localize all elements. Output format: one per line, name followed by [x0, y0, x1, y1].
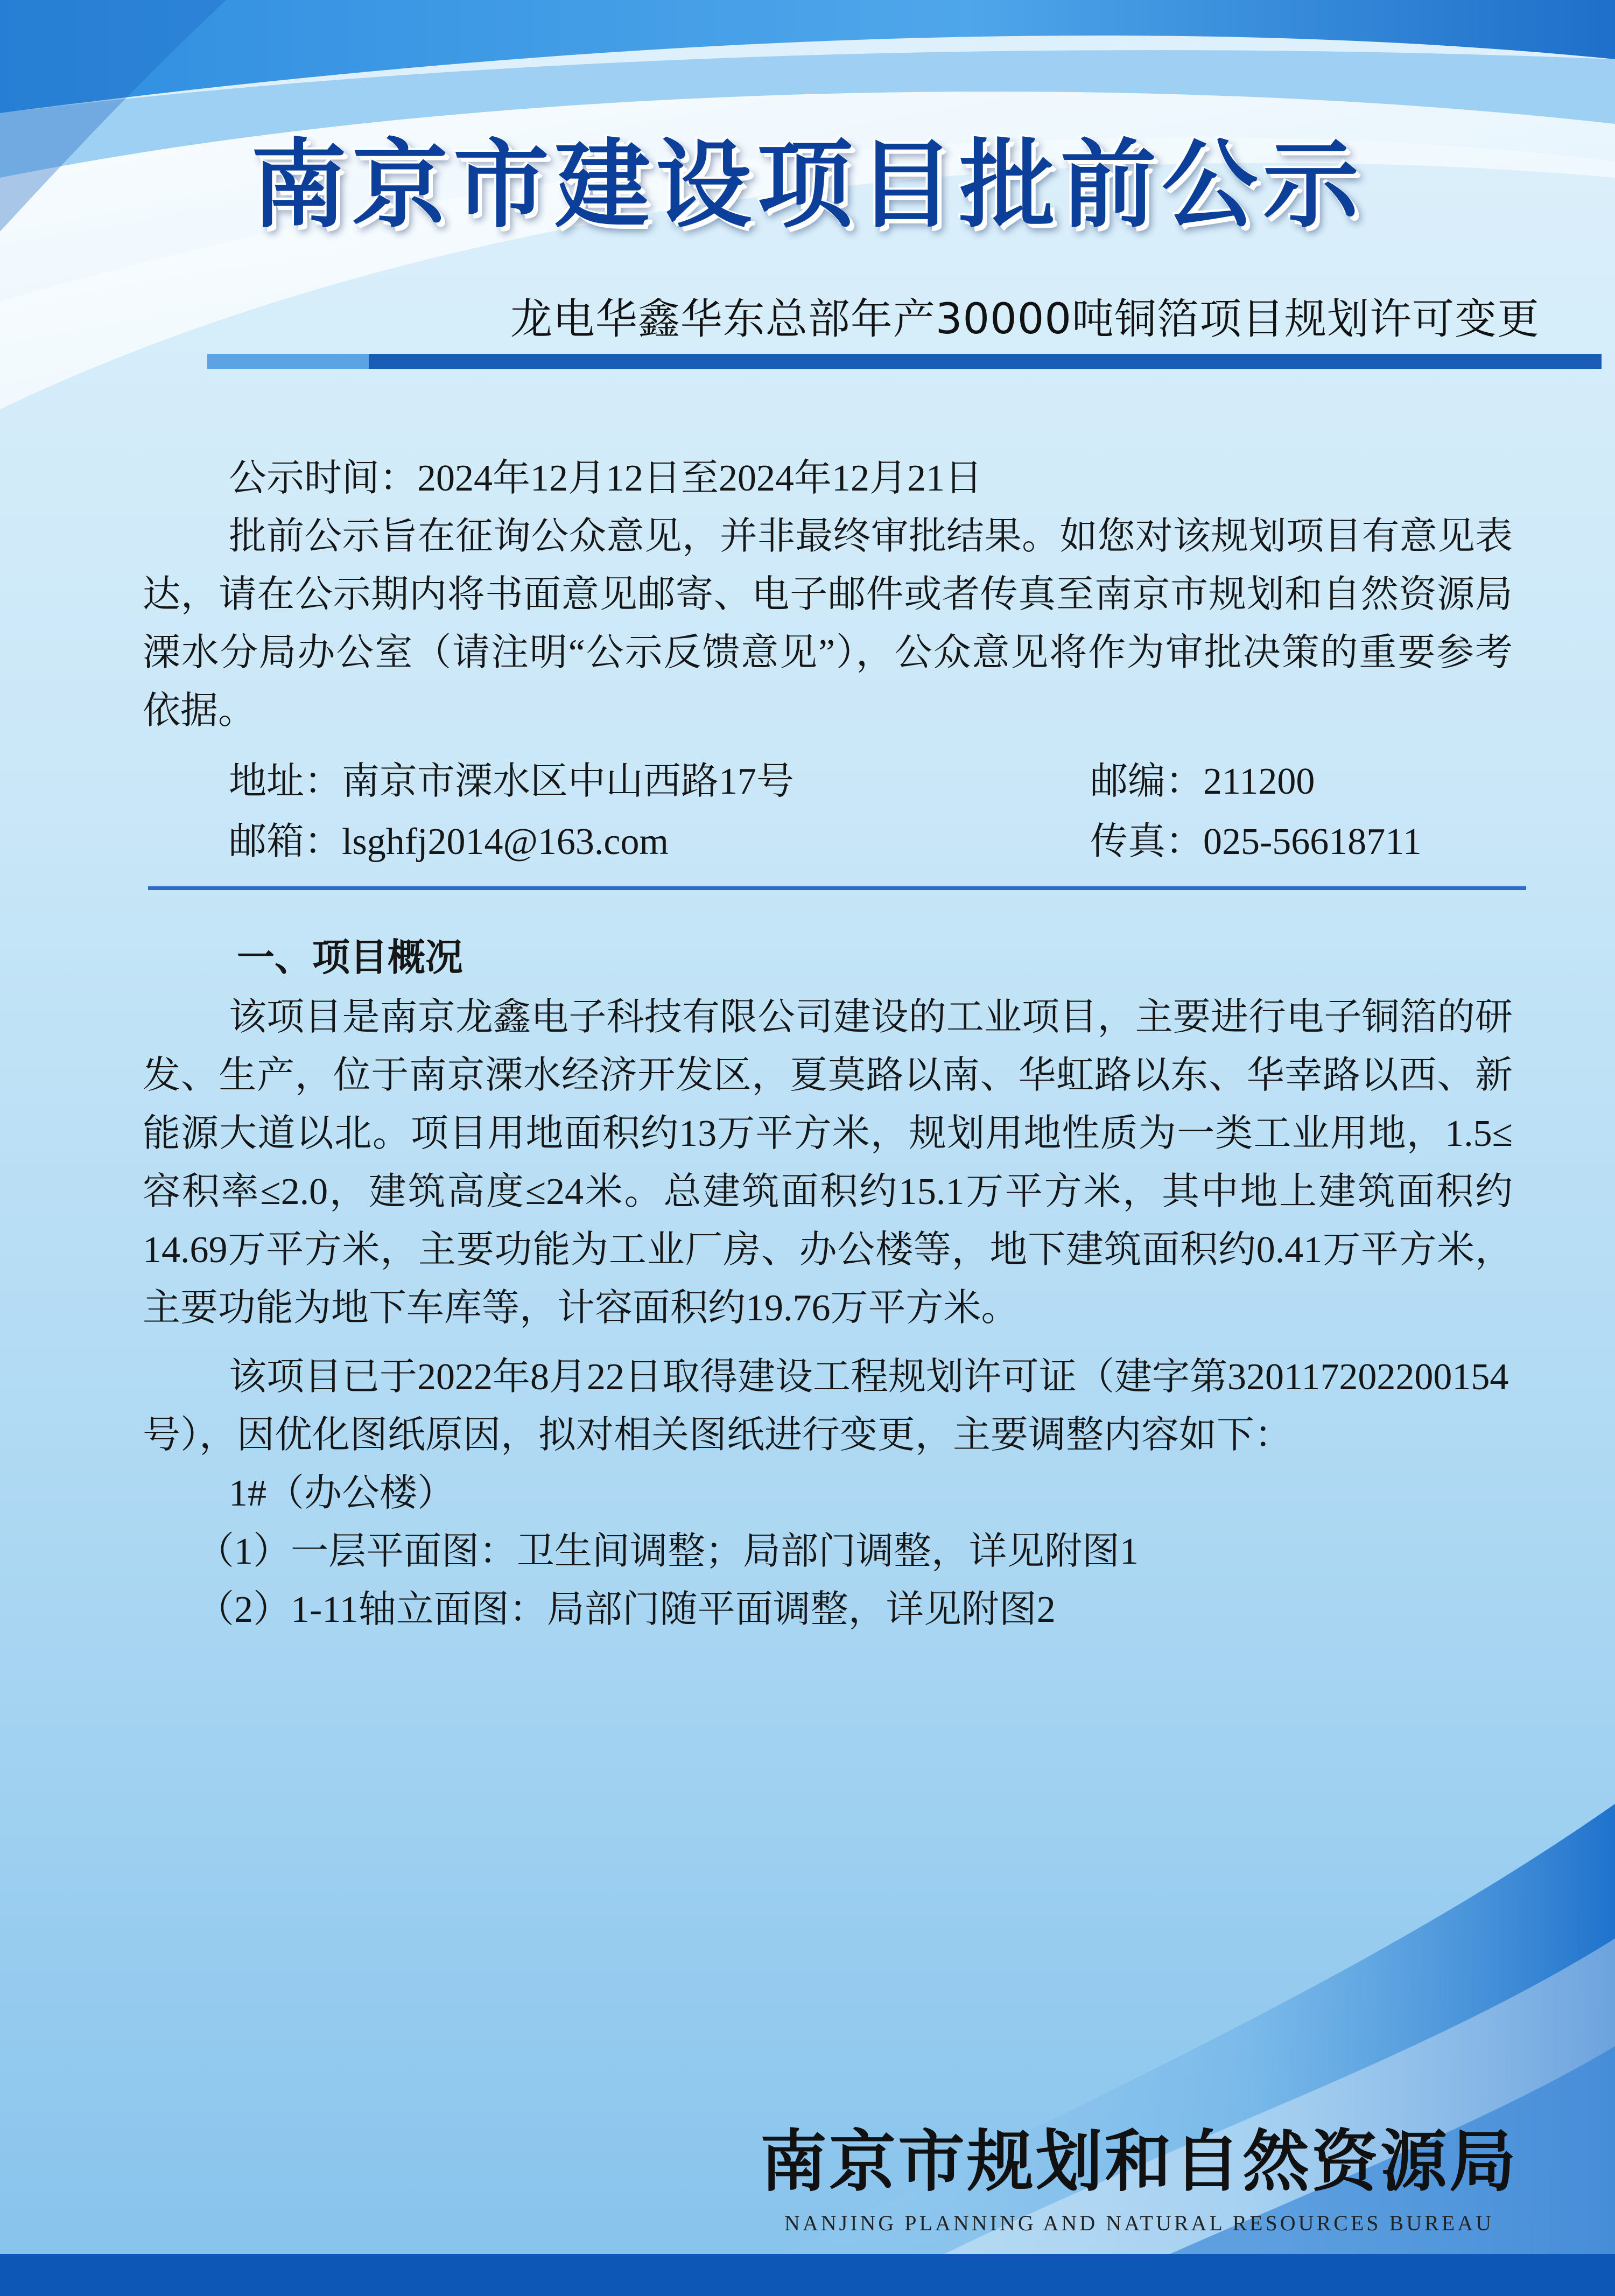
bureau-name-cn: 南京市规划和自然资源局 — [760, 2123, 1518, 2201]
contact-fax: 传真：025-56618711 — [1090, 821, 1422, 863]
bureau-name-en: NANJING PLANNING AND NATURAL RESOURCES BUREAU — [784, 2211, 1494, 2235]
section-heading: 一、项目概况 — [237, 935, 463, 979]
project-subtitle: 龙电华鑫华东总部年产30000吨铜箔项目规划许可变更 — [510, 295, 1540, 344]
title-divider — [207, 354, 1602, 369]
divider-accent — [207, 354, 369, 369]
contact-postcode: 邮编：211200 — [1090, 761, 1315, 802]
page-title: 南京市建设项目批前公示 — [251, 129, 1364, 241]
section-body — [143, 989, 1513, 1639]
contact-email: 邮箱：lsghfj2014@163.com — [229, 821, 669, 863]
building-label: 1#（办公楼） — [229, 1473, 455, 1514]
contact-address: 地址：南京市溧水区中山西路17号 — [229, 761, 794, 802]
section-divider — [148, 886, 1526, 890]
change-item-2: （2）1-11轴立面图：局部门随平面调整，详见附图2 — [196, 1589, 1056, 1630]
footer-bar — [0, 2254, 1615, 2296]
change-item-1: （1）一层平面图：卫生间调整；局部门调整，详见附图1 — [196, 1531, 1139, 1572]
notice-block — [143, 450, 1513, 740]
change-paragraph: 该项目已于2022年8月22日取得建设工程规划许可证（建字第320117202200154号），因优化图纸原因，拟对相关图纸进行变更，主要调整内容如下： — [143, 1356, 1509, 1456]
overview-paragraph: 该项目是南京龙鑫电子科技有限公司建设的工业项目，主要进行电子铜箔的研发、生产，位于南京溧水经济开发区，夏莫路以南、华虹路以东、华幸路以西、新能源大道以北。项目用地面积约13万平方米，规划用地性质为一类工业用地，1.5≤容积率≤2.0，建筑高度≤24米。总建筑面积约15.1万平方米，其中地上建筑面积约14.69万平方米，主要功能为工业厂房、办公楼等，地下建筑面积约0.41万平方米，主要功能为地下车库等，计容面积约19.76万平方米。 — [143, 997, 1513, 1329]
publicity-time: 公示时间：2024年12月12日至2024年12月21日 — [229, 458, 982, 499]
notice-intro: 批前公示旨在征询公众意见，并非最终审批结果。如您对该规划项目有意见表达，请在公示期内将书面意见邮寄、电子邮件或者传真至南京市规划和自然资源局溧水分局办公室（请注明“公示反馈意见”），公众意见将作为审批决策的重要参考依据。 — [143, 516, 1513, 732]
